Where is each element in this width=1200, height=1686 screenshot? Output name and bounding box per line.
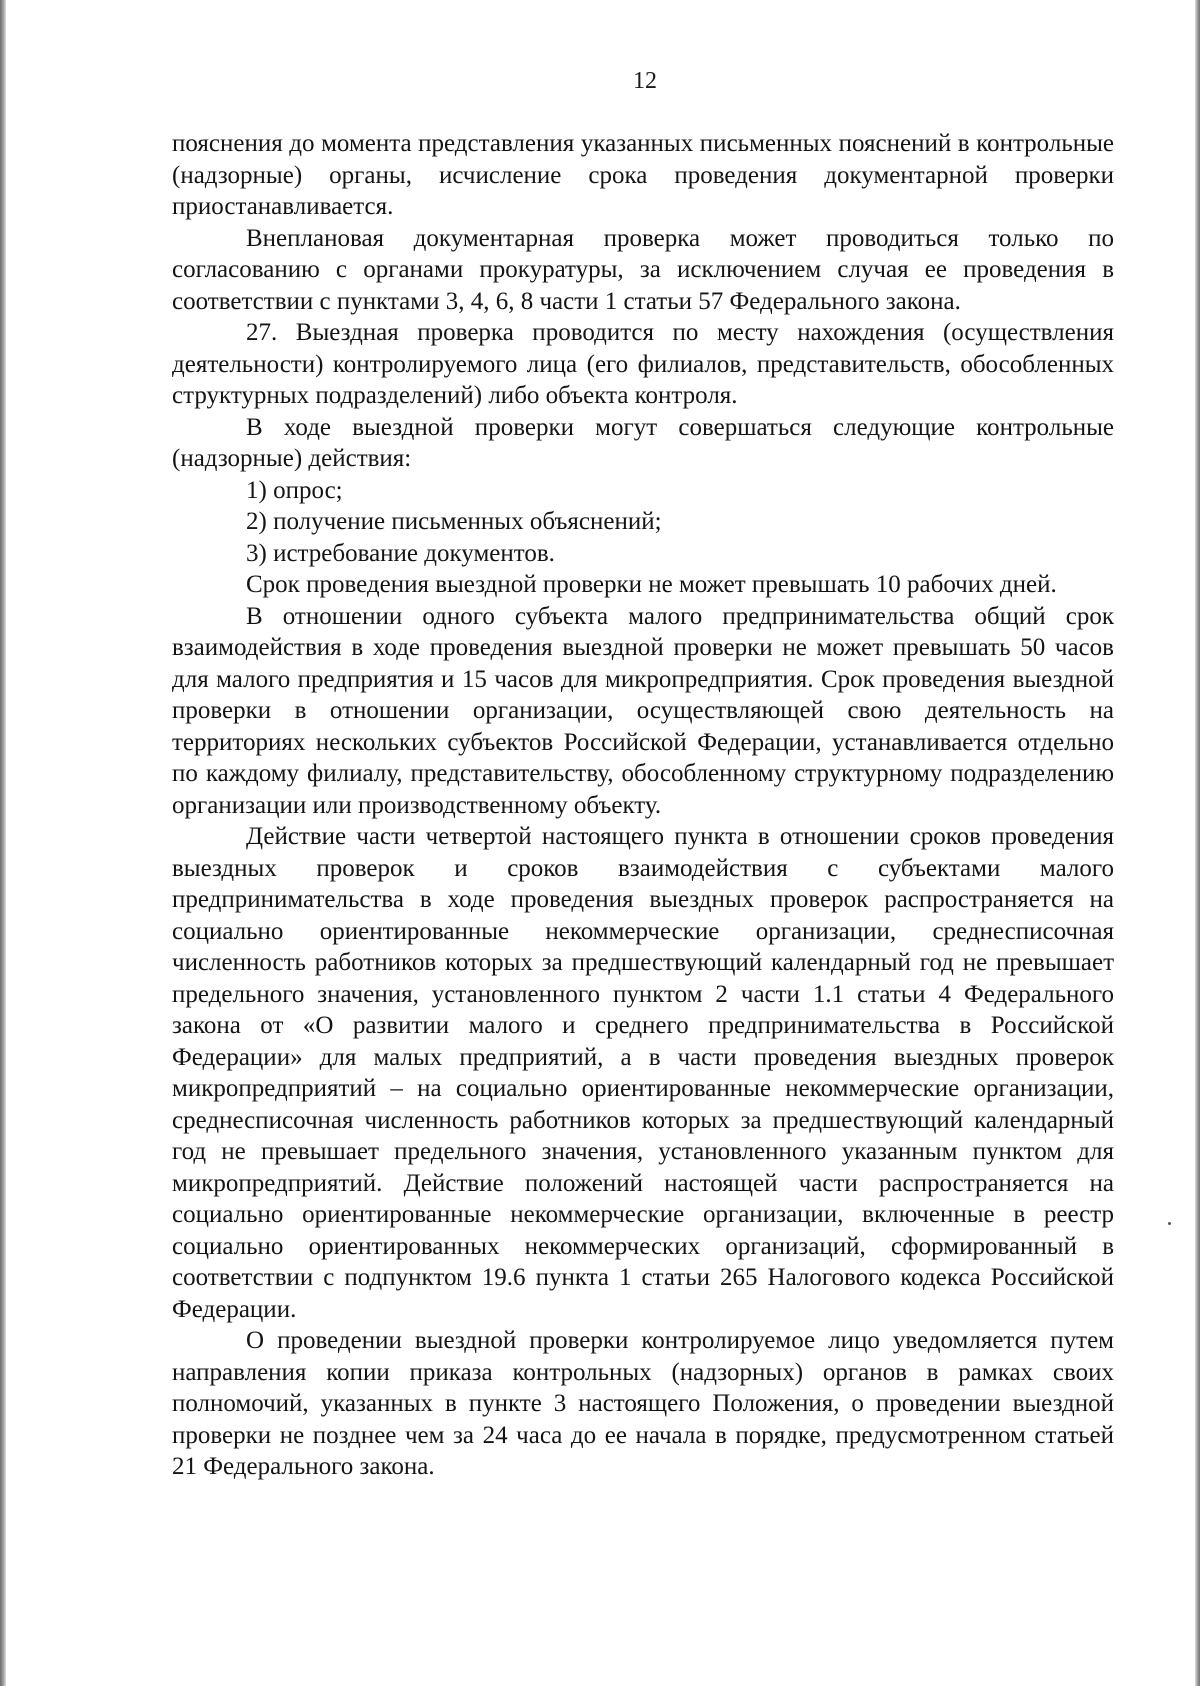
paragraph-item-27: 27. Выездная проверка проводится по месту нахождения (осуществления деятельности) контролируемого лица (его филиалов, представительств, обособленных структурных подразделений) либо объекта контроля. (172, 319, 1114, 409)
paragraph-continuation: пояснения до момента представления указанных письменных пояснений в контрольные (надзорные) органы, исчисление срока проведения документарной проверки приостанавливается. (172, 130, 1114, 220)
paragraph-control-actions: В ходе выездной проверки могут совершаться следующие контрольные (надзорные) действия: (172, 413, 1114, 472)
scan-edge-right (1195, 0, 1200, 1686)
paragraph-notification: О проведении выездной проверки контролируемое лицо уведомляется путем направления копии приказа контрольных (надзорных) органов в рамках своих полномочий, указанных в пункте 3 настоящего Положения, о проведении выездной проверки не позднее чем за 24 часа до ее начала в порядке, предусмотренном статьей 21 Федерального закона. (172, 1327, 1114, 1480)
list-item-document-request: 3) истребование документов. (246, 539, 555, 567)
list-item-written-explanations: 2) получение письменных объяснений; (246, 508, 662, 535)
list-item-survey: 1) опрос; (246, 476, 343, 504)
document-body (172, 128, 1114, 1483)
paragraph-small-business-term: В отношении одного субъекта малого предпринимательства общий срок взаимодействия в ходе проведения выездной проверки не может превышать 50 часов для малого предприятия и 15 часов для микропредприятия. Срок проведения выездной проверки в отношении организации, осуществляющей свою деятельность на территориях нескольких субъектов Российской Федерации, устанавливается отдельно по каждому филиалу, представительству, обособленному структурному подразделению организации или производственному объекту. (172, 602, 1114, 819)
paragraph-nonprofit-organizations: Действие части четвертой настоящего пункта в отношении сроков проведения выездных проверок и сроков взаимодействия с субъектами малого предпринимательства в ходе проведения выездных проверок распространяется на социально ориентированные некоммерческие организации, среднесписочная численность работников которых за предшествующий календарный год не превышает предельного значения, установленного пунктом 2 части 1.1 статьи 4 Федерального закона от «О развитии малого и среднего предпринимательства в Российской Федерации» для малых предприятий, а в части проведения выездных проверок микропредприятий – на социально ориентированные некоммерческие организации, среднесписочная численность работников которых за предшествующий календарный год не превышает предельного значения, установленного указанным пунктом для микропредприятий. Действие положений настоящей части распространяется на социально ориентированные некоммерческие организации, включенные в реестр социально ориентированных некоммерческих организаций, сформированный в соответствии с подпунктом 19.6 пункта 1 статьи 265 Налогового кодекса Российской Федерации. (172, 823, 1114, 1323)
scan-speck (1168, 1222, 1171, 1225)
paragraph-unscheduled-inspection: Внеплановая документарная проверка может проводиться только по согласованию с органами прокуратуры, за исключением случая ее проведения в соответствии с пунктами 3, 4, 6, 8 части 1 статьи 57 Федерального закона. (172, 224, 1114, 315)
page-number: 12 (633, 68, 657, 94)
scan-edge-left (0, 0, 6, 1686)
paragraph-inspection-term: Срок проведения выездной проверки не может превышать 10 рабочих дней. (246, 571, 1057, 598)
